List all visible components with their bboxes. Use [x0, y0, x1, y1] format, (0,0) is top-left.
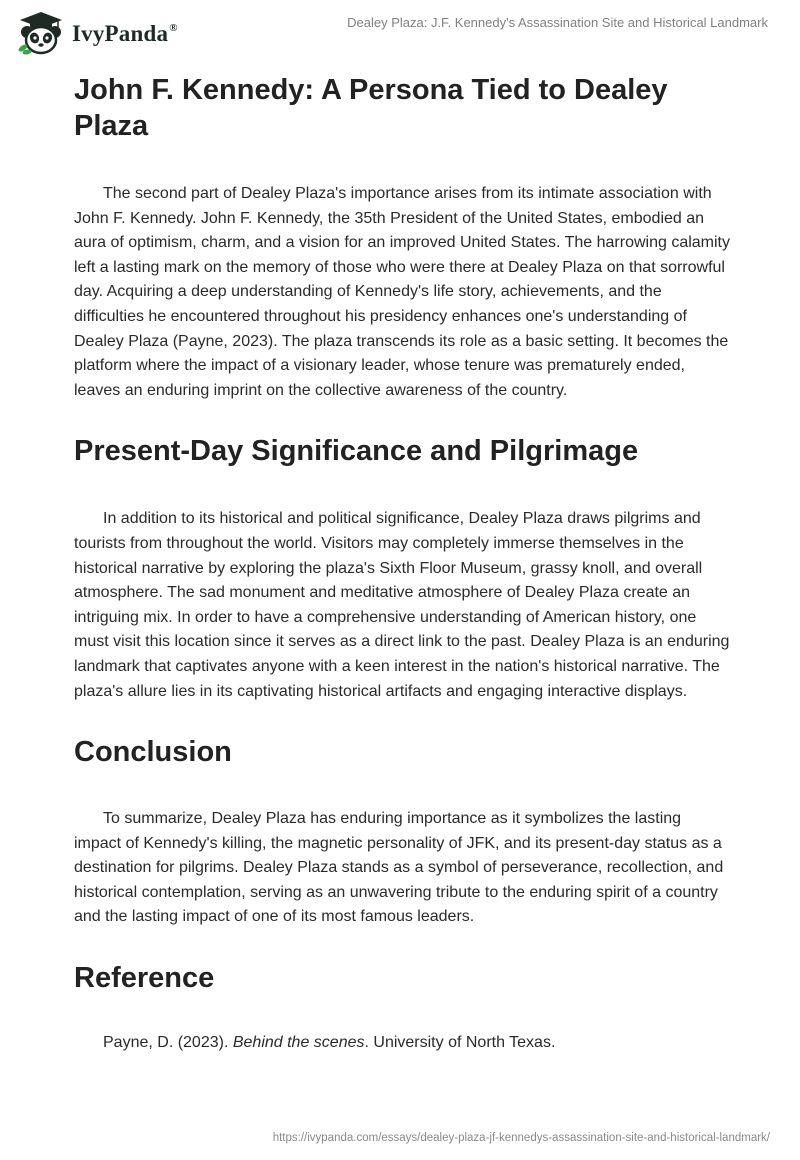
reference-entry — [74, 1031, 730, 1056]
section-paragraph-conclusion: To summarize, Dealey Plaza has enduring importance as it symbolizes the lasting impact of Kennedy's killing, the magnetic personality of JFK, and its present-day status as a destination for pilgrims. Dealey Plaza stands as a symbol of perseverance, recollection, and historical contemplation, serving as an unwavering tribute to the enduring spirit of a country and the lasting impact of one of its most famous leaders. — [74, 810, 724, 926]
brand-name: IvyPanda® — [72, 21, 178, 46]
reference-publisher: . University of North Texas. — [364, 1034, 556, 1052]
section-heading-significance: Present-Day Significance and Pilgrimage — [74, 435, 639, 468]
reference-title: Behind the scenes — [232, 1034, 365, 1052]
ivypanda-logo[interactable] — [16, 10, 178, 56]
reference-author: Payne, D. (2023). — [103, 1034, 233, 1052]
panda-graduate-icon — [16, 10, 66, 56]
section-paragraph-kennedy: The second part of Dealey Plaza's importance arises from its intimate association with John F. Kennedy. John F. Kennedy, the 35th President of the United States, embodied an aura of optimism, charm, and a vision for an improved United States. The harrowing calamity left a lasting mark on the memory of those who were there at Dealey Plaza on that sorrowful day. Acquiring a deep understanding of Kennedy's life story, achievements, and the difficulties he encountered throughout his presidency enhances one's understanding of Dealey Plaza (Payne, 2023). The plaza transcends its role as a basic setting. It becomes the platform where the impact of a visionary leader, whose tenure was prematurely ended, leaves an enduring imprint on the collective awareness of the country. — [74, 185, 730, 399]
section-heading-reference: Reference — [74, 962, 215, 995]
document-title: Dealey Plaza: J.F. Kennedy's Assassination Site and Historical Landmark — [347, 15, 768, 30]
essay-content — [74, 72, 730, 1056]
section-paragraph-significance: In addition to its historical and political significance, Dealey Plaza draws pilgrims and tourists from throughout the world. Visitors may completely immerse themselves in the historical narrative by exploring the plaza's Sixth Floor Museum, grassy knoll, and overall atmosphere. The sad monument and meditative atmosphere of Dealey Plaza create an intriguing mix. In order to have a comprehensive understanding of American history, one must visit this location since it serves as a direct link to the past. Dealey Plaza is an enduring landmark that captivates anyone with a keen interest in the nation's historical narrative. The plaza's allure lies in its captivating historical artifacts and engaging interactive displays. — [74, 510, 730, 700]
footer-url[interactable]: https://ivypanda.com/essays/dealey-plaza-jf-kennedys-assassination-site-and-historical-landmark/ — [272, 1132, 770, 1144]
registered-mark: ® — [169, 22, 178, 34]
page-header — [0, 0, 800, 66]
section-heading-kennedy: John F. Kennedy: A Persona Tied to Dealey Plaza — [74, 74, 668, 142]
section-heading-conclusion: Conclusion — [74, 736, 232, 769]
